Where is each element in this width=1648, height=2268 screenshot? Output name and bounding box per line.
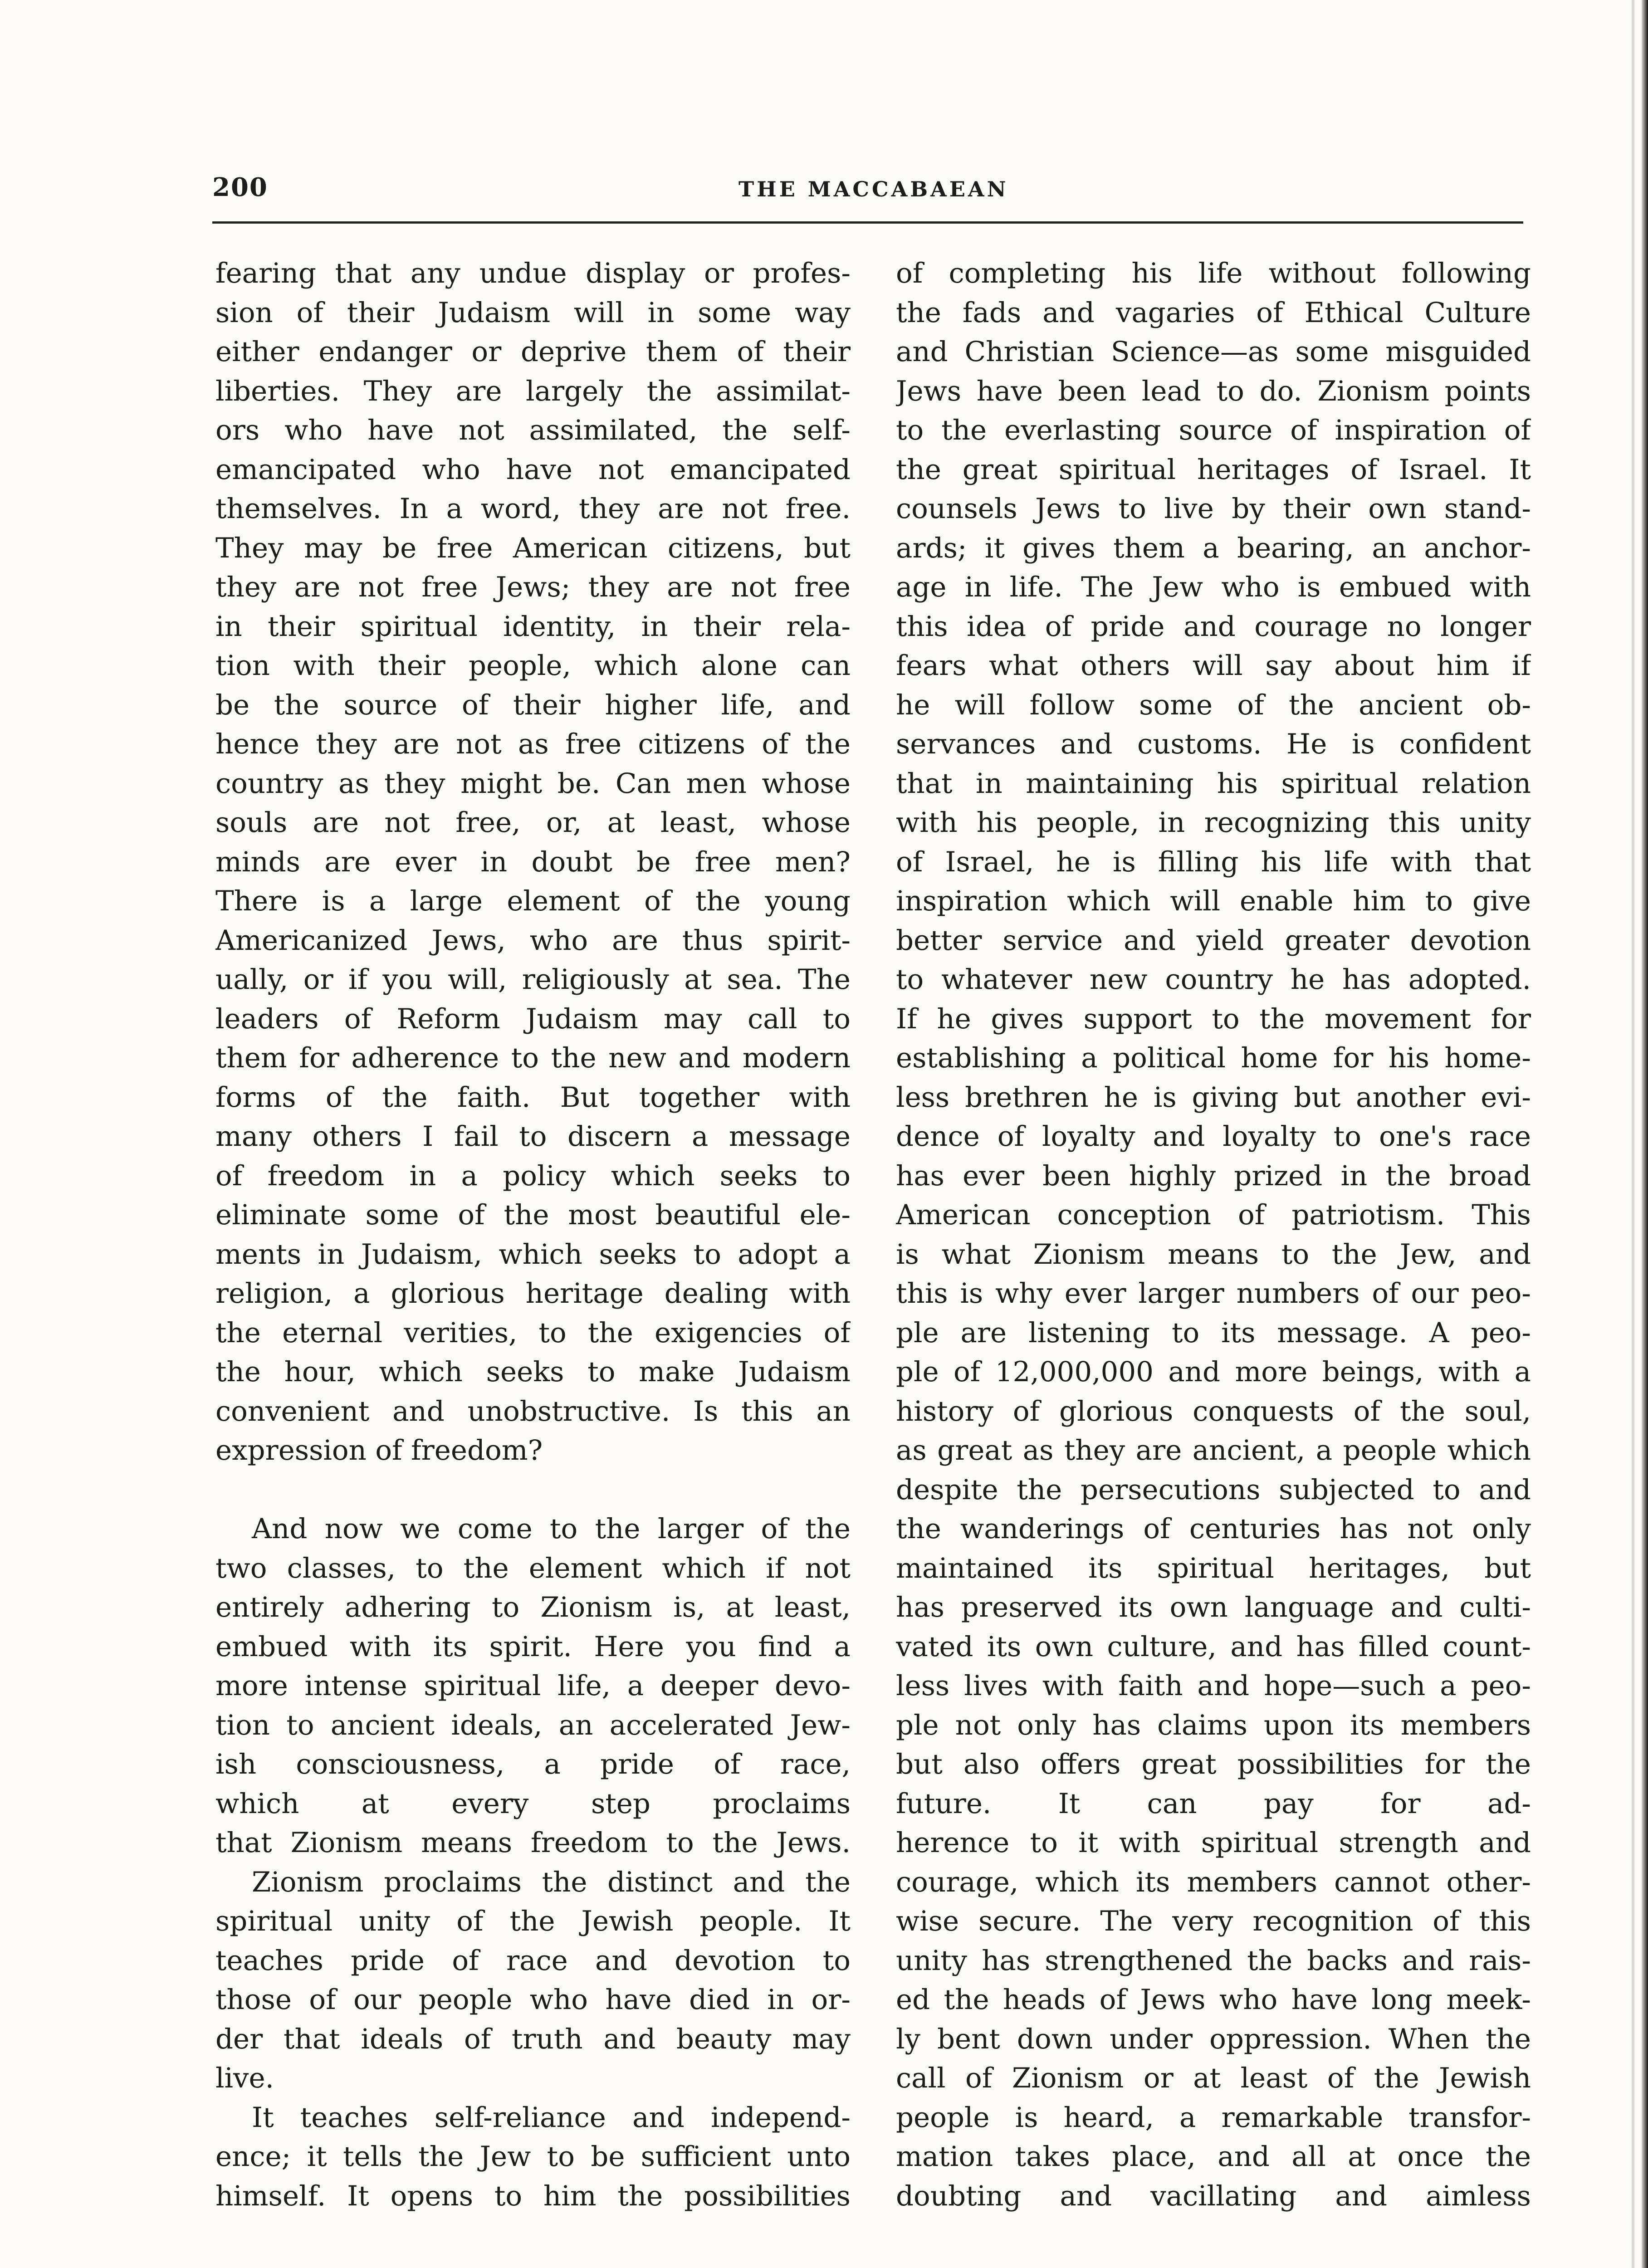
text-line: ple not only has claims upon its members [896, 1709, 1531, 1741]
text-line: better service and yield greater devotion [896, 924, 1531, 957]
text-line: servances and customs. He is confident [896, 728, 1531, 760]
text-line: tion to ancient ideals, an accelerated Jew- [215, 1709, 851, 1741]
text-line: forms of the faith. But together with [215, 1081, 851, 1114]
text-line: two classes, to the element which if not [215, 1552, 851, 1584]
text-line: herence to it with spiritual strength and [896, 1827, 1531, 1859]
text-line: the eternal verities, to the exigencies of [215, 1316, 851, 1349]
text-line: which at every step proclaims [215, 1787, 851, 1820]
text-line: They may be free American citizens, but [215, 532, 851, 564]
text-line: courage, which its members cannot other- [896, 1866, 1531, 1898]
text-line: fearing that any undue display or profes- [215, 257, 851, 289]
text-line: but also offers great possibilities for the [896, 1748, 1531, 1780]
text-line: ple are listening to its message. A peo- [896, 1316, 1531, 1349]
text-line: spiritual unity of the Jewish people. It [215, 1905, 851, 1937]
text-line: Americanized Jews, who are thus spirit- [215, 924, 851, 957]
text-line: of freedom in a policy which seeks to [215, 1159, 851, 1192]
text-line: the hour, which seeks to make Judaism [215, 1356, 851, 1388]
text-line: ually, or if you will, religiously at sea. The [215, 963, 851, 996]
text-line: the wanderings of centuries has not only [896, 1513, 1531, 1545]
text-line: mation takes place, and all at once the [896, 2141, 1531, 2173]
text-line: inspiration which will enable him to give [896, 885, 1531, 917]
text-line: this idea of pride and courage no longer [896, 610, 1531, 643]
text-line: convenient and unobstructive. Is this an [215, 1395, 851, 1427]
text-line: and Christian Science—as some misguided [896, 336, 1531, 368]
text-line: that in maintaining his spiritual relation [896, 767, 1531, 800]
text-line: them for adherence to the new and modern [215, 1042, 851, 1074]
scan-shadow [1632, 0, 1634, 2268]
text-line: ple of 12,000,000 and more beings, with a [896, 1356, 1531, 1388]
text-line: that Zionism means freedom to the Jews. [215, 1827, 851, 1859]
text-line: themselves. In a word, they are not free. [215, 493, 851, 525]
right-column [896, 254, 1531, 2216]
text-line: has preserved its own language and culti- [896, 1591, 1531, 1623]
text-line: American conception of patriotism. This [896, 1199, 1531, 1231]
text-line: dence of loyalty and loyalty to one's race [896, 1120, 1531, 1153]
text-line: teaches pride of race and devotion to [215, 1944, 851, 1977]
text-line: country as they might be. Can men whose [215, 767, 851, 800]
text-line: is what Zionism means to the Jew, and [896, 1238, 1531, 1271]
text-line: Jews have been lead to do. Zionism points [896, 375, 1531, 407]
text-line: der that ideals of truth and beauty may [215, 2023, 851, 2055]
text-line: many others I fail to discern a message [215, 1120, 851, 1153]
text-line: ly bent down under oppression. When the [896, 2023, 1531, 2055]
text-line: If he gives support to the movement for [896, 1002, 1531, 1035]
text-line: less lives with faith and hope—such a peo- [896, 1670, 1531, 1702]
text-line: people is heard, a remarkable transfor- [896, 2101, 1531, 2134]
header-rule [212, 221, 1523, 224]
text-line: the fads and vagaries of Ethical Culture [896, 296, 1531, 329]
text-line: hence they are not as free citizens of the [215, 728, 851, 760]
text-line: sion of their Judaism will in some way [215, 296, 851, 329]
text-line: counsels Jews to live by their own stand- [896, 493, 1531, 525]
scan-edge [1642, 0, 1648, 2268]
text-line: wise secure. The very recognition of this [896, 1905, 1531, 1937]
text-line: the great spiritual heritages of Israel. It [896, 453, 1531, 486]
text-line: ence; it tells the Jew to be sufficient unto [215, 2141, 851, 2173]
text-line: despite the persecutions subjected to and [896, 1473, 1531, 1506]
text-line: age in life. The Jew who is embued with [896, 571, 1531, 603]
text-line: ish consciousness, a pride of race, [215, 1748, 851, 1780]
text-line: in their spiritual identity, in their rela- [215, 610, 851, 643]
text-line: he will follow some of the ancient ob- [896, 689, 1531, 721]
text-line: ards; it gives them a bearing, an anchor- [896, 532, 1531, 564]
text-line: to the everlasting source of inspiration of [896, 414, 1531, 446]
text-line: less brethren he is giving but another evi- [896, 1081, 1531, 1114]
text-line: future. It can pay for ad- [896, 1787, 1531, 1820]
left-column [215, 254, 851, 2216]
text-line: they are not free Jews; they are not free [215, 571, 851, 603]
text-line: It teaches self-reliance and independ- [252, 2101, 851, 2134]
text-line: Zionism proclaims the distinct and the [252, 1866, 851, 1898]
page-header [212, 172, 1523, 222]
page-number: 200 [212, 172, 268, 202]
text-line: ments in Judaism, which seeks to adopt a [215, 1238, 851, 1271]
text-line: of completing his life without following [896, 257, 1531, 289]
text-line: embued with its spirit. Here you find a [215, 1630, 851, 1663]
text-line: fears what others will say about him if [896, 650, 1531, 682]
text-line: has ever been highly prized in the broad [896, 1159, 1531, 1192]
text-line: call of Zionism or at least of the Jewish [896, 2062, 1531, 2094]
text-line: doubting and vacillating and aimless [896, 2180, 1531, 2212]
text-line: more intense spiritual life, a deeper devo- [215, 1670, 851, 1702]
paragraph-gap [215, 1471, 851, 1510]
text-line: of Israel, he is filling his life with that [896, 846, 1531, 878]
text-line: as great as they are ancient, a people which [896, 1434, 1531, 1466]
text-line: eliminate some of the most beautiful ele- [215, 1199, 851, 1231]
running-head: THE MACCABAEAN [738, 177, 1009, 201]
text-line: maintained its spiritual heritages, but [896, 1552, 1531, 1584]
text-line: either endanger or deprive them of their [215, 336, 851, 368]
text-line: tion with their people, which alone can [215, 650, 851, 682]
text-line: leaders of Reform Judaism may call to [215, 1002, 851, 1035]
text-line: religion, a glorious heritage dealing with [215, 1277, 851, 1310]
text-line: with his people, in recognizing this unity [896, 807, 1531, 839]
text-line: entirely adhering to Zionism is, at least, [215, 1591, 851, 1623]
text-line: souls are not free, or, at least, whose [215, 807, 851, 839]
text-line: ors who have not assimilated, the self- [215, 414, 851, 446]
text-line: And now we come to the larger of the [252, 1513, 851, 1545]
text-line: history of glorious conquests of the soul, [896, 1395, 1531, 1427]
text-line: himself. It opens to him the possibilities [215, 2180, 851, 2212]
text-line: this is why ever larger numbers of our peo- [896, 1277, 1531, 1310]
text-line: to whatever new country he has adopted. [896, 963, 1531, 996]
text-line: vated its own culture, and has filled count- [896, 1630, 1531, 1663]
text-line: There is a large element of the young [215, 885, 851, 917]
text-line: live. [215, 2062, 274, 2094]
text-line: ed the heads of Jews who have long meek- [896, 1984, 1531, 2016]
text-line: emancipated who have not emancipated [215, 453, 851, 486]
text-line: liberties. They are largely the assimilat- [215, 375, 851, 407]
text-line: establishing a political home for his home- [896, 1042, 1531, 1074]
text-line: unity has strengthened the backs and rais- [896, 1944, 1531, 1977]
text-line: minds are ever in doubt be free men? [215, 846, 851, 878]
text-line: those of our people who have died in or- [215, 1984, 851, 2016]
text-line: expression of freedom? [215, 1434, 543, 1466]
text-line: be the source of their higher life, and [215, 689, 851, 721]
